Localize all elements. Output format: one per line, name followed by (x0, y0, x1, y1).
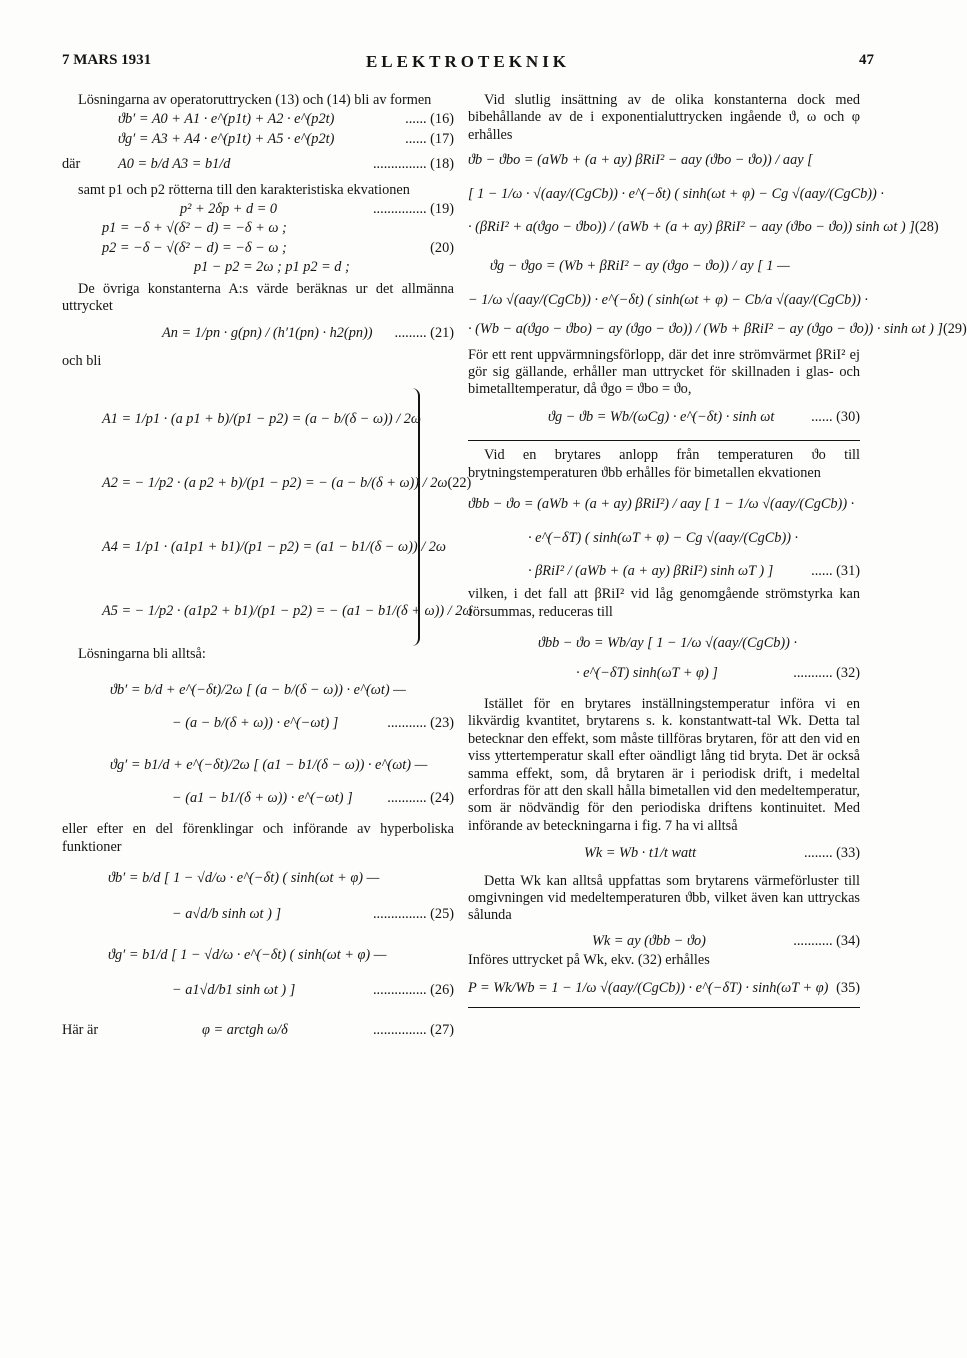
paragraph: För ett rent uppvärmningsförlopp, där det inre strömvärmet βRiI² ej gör sig gällande, erhåller man uttrycket för skillnaden i glas- och bimetalltemperatur, då ϑgo = ϑbo = ϑo, (468, 346, 860, 398)
equation-27 (62, 1022, 454, 1039)
equation-line (468, 291, 869, 309)
paragraph: eller efter en del förenklingar och införande av hyperboliska funktioner (62, 821, 454, 855)
equation-body: ϑg′ = A3 + A4 · e^(p1t) + A5 · e^(p2t) (118, 130, 335, 147)
equation-body: Wk = Wb · t1/t watt (584, 845, 697, 862)
equation-line (62, 580, 473, 642)
equation-21 (62, 325, 454, 342)
equation-body: ϑg − ϑgo = (Wb + βRiI² − ay (ϑgo − ϑo)) / ay [ 1 — (490, 258, 790, 275)
paragraph: samt p1 och p2 rötterna till den karakteristiska ekvationen (78, 181, 410, 198)
equation-number: ...... (17) (405, 130, 454, 147)
equation-22 (62, 388, 473, 646)
equation-18 (62, 156, 454, 173)
equation-line (62, 982, 454, 999)
equation-body: p1 − p2 = 2ω ; p1 p2 = d ; (194, 259, 350, 276)
paragraph: De övriga konstanterna A:s värde beräknas ur det allmänna uttrycket (62, 280, 454, 315)
equation-number: ...... (16) (405, 111, 454, 128)
equation-number: ............... (18) (372, 156, 454, 173)
equation-30 (468, 409, 860, 426)
equation-body: [ 1 − 1/ω · √(aay/(CgCb)) · e^(−δt) ( sinh(ωt + φ) − Cg √(aay/(CgCb)) · (468, 185, 884, 202)
equation-body: A0 = b/d A3 = b1/d (118, 156, 231, 173)
equation-19 (62, 201, 454, 218)
equation-line (468, 219, 939, 236)
equation-line (468, 321, 967, 338)
paragraph: Lösningarna av operatoruttrycken (13) och (14) bli av formen (78, 92, 432, 108)
equation-number: ...... (31) (811, 562, 860, 579)
section-rule (468, 440, 860, 441)
equation-body: ϑg′ = b1/d + e^(−δt)/2ω [ (a1 − b1/(δ − ω)) · e^(ωt) — (110, 756, 428, 773)
equation-number: ........ (33) (804, 845, 860, 862)
equation-number: (28) (914, 219, 939, 236)
equation-body: A4 = 1/p1 · (a1p1 + b1)/(p1 − p2) = (a1 − b1/(δ − ω)) / 2ω (102, 538, 447, 555)
equation-number: (22) (447, 474, 472, 491)
equation-body: ϑb′ = A0 + A1 · e^(p1t) + A2 · e^(p2t) (118, 111, 335, 128)
equation-number: ........... (24) (387, 789, 454, 806)
equation-24 (62, 757, 454, 774)
equation-body: p2 = −δ − √(δ² − d) = −δ − ω ; (102, 239, 287, 256)
equation-29 (468, 258, 860, 275)
paragraph: Lösningarna bli alltså: (78, 646, 206, 663)
equation-16 (62, 111, 454, 128)
equation-body: − (a1 − b1/(δ + ω)) · e^(−ωt) ] (172, 789, 353, 806)
equation-line (62, 388, 454, 450)
right-column (468, 92, 967, 1014)
equation-number: (35) (836, 979, 860, 996)
equation-body: An = 1/pn · g(pn) / (h′1(pn) · h2(pn)) (162, 325, 373, 342)
word-har-ar: Här är (62, 1021, 99, 1038)
equation-28 (468, 152, 860, 169)
equation-body: · (βRiI² + a(ϑgo − ϑbo)) / (aWb + (a + ay) βRiI² − aay (ϑbo − ϑo)) sinh ωt ) ] (468, 219, 915, 236)
equation-line (62, 906, 454, 923)
equation-body: A2 = − 1/p2 · (a p2 + b)/(p1 − p2) = − (a − b/(δ + ω)) / 2ω (102, 474, 448, 491)
page-header (62, 52, 874, 76)
equation-body: p² + 2δp + d = 0 (180, 201, 278, 218)
equation-body: · e^(−δT) ( sinh(ωT + φ) − Cg √(aay/(CgCb)) · (528, 529, 799, 546)
section-rule (468, 1007, 860, 1008)
equation-line (468, 665, 860, 682)
equation-line (62, 220, 454, 237)
equation-body: ϑg′ = b1/d [ 1 − √d/ω · e^(−δt) ( sinh(ωt + φ) — (108, 946, 387, 963)
page-number: 47 (859, 52, 874, 68)
paragraph: Vid en brytares anlopp från temperaturen ϑo till brytningstemperaturen ϑbb erhålles för bimetallen ekvationen (468, 447, 860, 481)
equation-number: ............... (26) (372, 982, 454, 999)
equation-body: Wk = ay (ϑbb − ϑo) (592, 932, 706, 949)
equation-number: ........... (34) (793, 932, 860, 949)
paragraph: och bli (62, 352, 102, 369)
equation-17 (62, 131, 454, 148)
equation-26 (62, 947, 454, 964)
equation-number: (20) (430, 239, 454, 256)
equation-body: p1 = −δ + √(δ² − d) = −δ + ω ; (102, 220, 287, 237)
equation-body: · βRiI² / (aWb + (a + ay) βRiI²) sinh ωT ) ] (528, 562, 774, 579)
equation-line (62, 715, 454, 732)
equation-body: · e^(−δT) sinh(ωT + φ) ] (576, 664, 718, 681)
equation-number: ...... (30) (811, 408, 860, 425)
paragraph: Istället för en brytares inställningstemperatur införa vi en likvärdig kvantitet, brytarens s. k. konstantwatt-tal Wk. Detta tal betecknar den effekt, som måste tillföras brytaren, för att den vid en viss yttertemperatur skall efter oändligt lång tid bryta. Det är också samma effekt, som, då brytaren är i periodisk drift, i medeltal erfordras för att den skall hålla bimetallen vid den medeltemperatur, som är nödvändig för den periodiska driftens kontinuitet. Med införande av beteckningarna i fig. 7 ha vi alltså (468, 695, 860, 834)
equation-body: − a1√d/b1 sinh ωt ) ] (172, 982, 296, 999)
paragraph: Detta Wk kan alltså uppfattas som brytarens värmeförluster till omgivningen vid medeltemperaturen ϑbb, vilket även kan uttryckas sålunda (468, 872, 860, 924)
equation-32 (468, 635, 860, 652)
equation-line (62, 240, 454, 257)
equation-body: − (a − b/(δ + ω)) · e^(−ωt) ] (172, 715, 339, 732)
equation-23 (62, 682, 454, 699)
equation-body: ϑb′ = b/d + e^(−δt)/2ω [ (a − b/(δ − ω)) · e^(ωt) — (110, 681, 406, 698)
paragraph: vilken, i det fall att βRiI² vid låg genomgående strömstyrka kan försummas, reduceras till (468, 586, 860, 620)
journal-title: ELEKTROTEKNIK (365, 52, 571, 71)
issue-date: 7 MARS 1931 (62, 52, 152, 68)
equation-body: − a√d/b sinh ωt ) ] (172, 905, 282, 922)
equation-body: ϑb − ϑbo = (aWb + (a + ay) βRiI² − aay (ϑbo − ϑo)) / aay [ (468, 152, 813, 169)
equation-body: · (Wb − a(ϑgo − ϑbo) − ay (ϑgo − ϑo)) / (Wb + βRiI² − ay (ϑgo − ϑo)) · sinh ωt ) ] (468, 321, 943, 338)
equation-number: ............... (19) (372, 201, 454, 218)
equation-20 (62, 220, 454, 276)
equation-body: φ = arctgh ω/δ (202, 1021, 288, 1038)
equation-line (62, 259, 454, 276)
word-dar: där (62, 156, 81, 173)
equation-31 (468, 496, 860, 513)
equation-number: ............... (25) (372, 905, 454, 922)
equation-number: ........... (32) (793, 664, 860, 681)
equation-number: ............... (27) (372, 1021, 454, 1038)
right-brace (412, 388, 420, 646)
equation-body: − 1/ω √(aay/(CgCb)) · e^(−δt) ( sinh(ωt + φ) − Cb/a √(aay/(CgCb)) · (468, 291, 869, 308)
equation-body: ϑbb − ϑo = (aWb + (a + ay) βRiI²) / aay [ 1 − 1/ω √(aay/(CgCb)) · (468, 496, 855, 513)
left-column (62, 92, 473, 1041)
equation-line (468, 530, 860, 547)
equation-body: A1 = 1/p1 · (a p1 + b)/(p1 − p2) = (a − b/(δ − ω)) / 2ω (102, 410, 421, 427)
equation-body: ϑbb − ϑo = Wb/ay [ 1 − 1/ω √(aay/(CgCb)) · (538, 635, 798, 652)
equation-33 (468, 845, 860, 862)
paragraph: Vid slutlig insättning av de olika konstanterna dock med bibehållande av de i exponentialuttrycken ingående ϑ, ω och φ erhålles (468, 92, 860, 143)
equation-body: A5 = − 1/p2 · (a1p2 + b1)/(p1 − p2) = − (a1 − b1/(δ + ω)) / 2ω (102, 602, 473, 619)
paragraph: Införes uttrycket på Wk, ekv. (32) erhålles (468, 952, 710, 969)
equation-34 (468, 933, 860, 950)
equation-number: (29) (942, 321, 967, 338)
equation-line (468, 185, 884, 203)
equation-line (62, 452, 472, 514)
equation-line (62, 790, 454, 807)
equation-number: ......... (21) (394, 325, 454, 342)
equation-25 (62, 870, 454, 887)
equation-body: ϑg − ϑb = Wb/(ωCg) · e^(−δt) · sinh ωt (548, 408, 775, 425)
equation-body: ϑb′ = b/d [ 1 − √d/ω · e^(−δt) ( sinh(ωt + φ) — (108, 870, 380, 887)
equation-line (468, 563, 860, 580)
equation-number: ........... (23) (387, 715, 454, 732)
equation-35 (468, 980, 860, 997)
equation-line (62, 516, 454, 578)
equation-body: P = Wk/Wb = 1 − 1/ω √(aay/(CgCb)) · e^(−δT) · sinh(ωT + φ) (468, 979, 829, 996)
